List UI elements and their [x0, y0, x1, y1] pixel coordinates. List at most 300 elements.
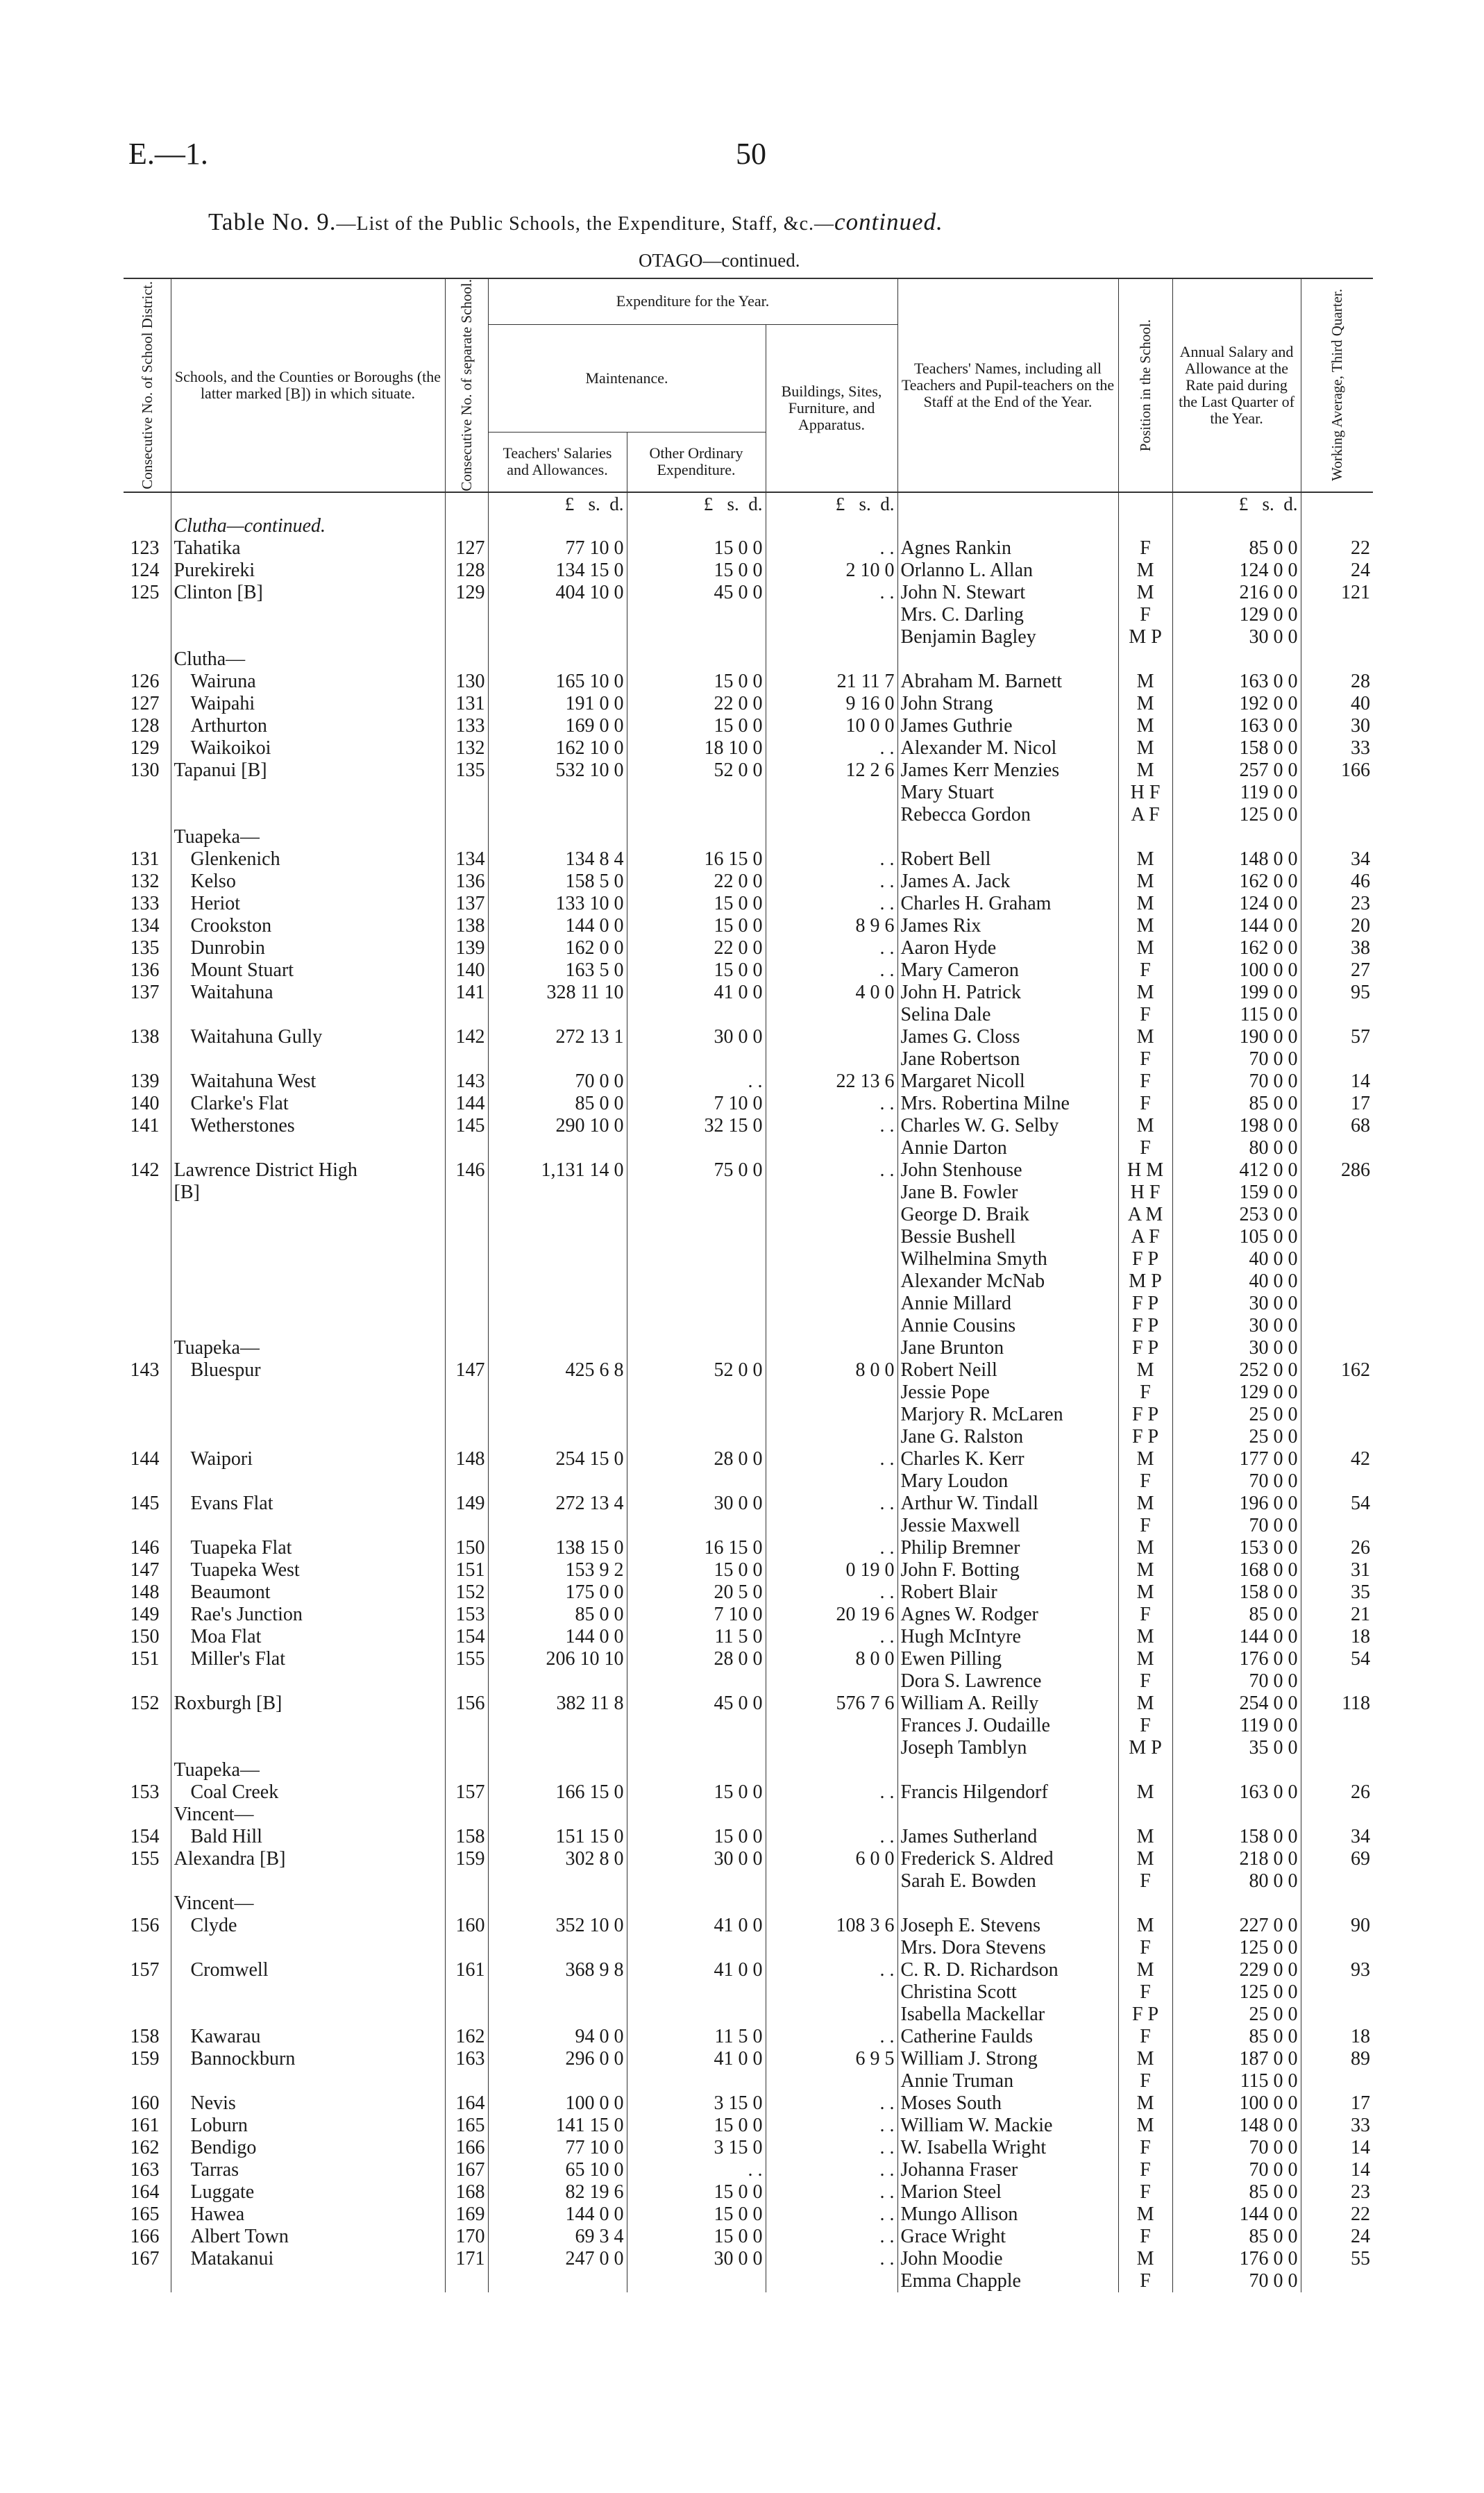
- table-row: [124, 915, 1373, 937]
- salary-value: 253 0 0: [1172, 1204, 1301, 1226]
- teacher-name: Grace Wright: [897, 2226, 1118, 2248]
- salaries-value: 382 11 8: [488, 1693, 627, 1715]
- district-no: [124, 1293, 171, 1315]
- buildings-value: . .: [766, 2181, 897, 2204]
- salary-value: 227 0 0: [1172, 1915, 1301, 1937]
- position-value: F: [1118, 2181, 1172, 2204]
- average-value: [1301, 1293, 1373, 1315]
- school-no: 134: [445, 848, 488, 871]
- buildings-value: [766, 1226, 897, 1248]
- salary-value: 177 0 0: [1172, 1448, 1301, 1470]
- salary-value: 80 0 0: [1172, 1870, 1301, 1892]
- school-name: [171, 1204, 445, 1226]
- teacher-name: Mungo Allison: [897, 2204, 1118, 2226]
- school-no: 157: [445, 1781, 488, 1804]
- district-no: 159: [130, 2047, 160, 2070]
- buildings-value: 20 19 6: [766, 1604, 897, 1626]
- position-value: M: [1118, 2092, 1172, 2115]
- district-no: [124, 1182, 171, 1204]
- school-name: Albert Town: [171, 2226, 445, 2248]
- average-value: [1301, 1337, 1373, 1359]
- other-value: 15 0 0: [627, 893, 766, 915]
- other-value: 22 0 0: [627, 937, 766, 959]
- district-no: [124, 1270, 171, 1293]
- average-value: 23: [1301, 893, 1373, 915]
- salaries-value: 69 3 4: [488, 2226, 627, 2248]
- table-row: [124, 1981, 1373, 2004]
- salaries-value: 94 0 0: [488, 2026, 627, 2048]
- salaries-value: 175 0 0: [488, 1581, 627, 1604]
- position-value: M: [1118, 937, 1172, 959]
- buildings-value: . .: [766, 2204, 897, 2226]
- teacher-name: Wilhelmina Smyth: [897, 1248, 1118, 1270]
- other-value: 18 10 0: [627, 737, 766, 759]
- school-name: [171, 1737, 445, 1759]
- salary-value: [1172, 515, 1301, 537]
- other-value: 15 0 0: [627, 2115, 766, 2137]
- district-no: 155: [130, 1847, 160, 1870]
- position-value: F: [1118, 2226, 1172, 2248]
- salary-value: 257 0 0: [1172, 759, 1301, 782]
- other-value: [627, 1248, 766, 1270]
- average-value: 18: [1301, 1626, 1373, 1648]
- teacher-name: Bessie Bushell: [897, 1226, 1118, 1248]
- district-no: [124, 1870, 171, 1892]
- school-no: 150: [445, 1537, 488, 1559]
- salaries-value: [488, 1182, 627, 1204]
- teacher-name: Jane G. Ralston: [897, 1426, 1118, 1448]
- table-row: [124, 2137, 1373, 2159]
- other-value: 3 15 0: [627, 2092, 766, 2115]
- buildings-value: [766, 1981, 897, 2004]
- school-name: Bald Hill: [171, 1826, 445, 1848]
- position-value: F: [1118, 2159, 1172, 2181]
- teacher-name: James Kerr Menzies: [897, 759, 1118, 782]
- school-name: [171, 1515, 445, 1537]
- district-no: [124, 1382, 171, 1404]
- teacher-name: Annie Cousins: [897, 1315, 1118, 1337]
- salary-value: 70 0 0: [1172, 1515, 1301, 1537]
- teacher-name: John N. Stewart: [897, 582, 1118, 604]
- position-value: M P: [1118, 626, 1172, 648]
- school-no: [445, 1382, 488, 1404]
- school-no: 168: [445, 2181, 488, 2204]
- school-no: 128: [445, 560, 488, 582]
- position-value: F: [1118, 604, 1172, 626]
- salary-value: 168 0 0: [1172, 1559, 1301, 1581]
- other-value: [627, 1737, 766, 1759]
- other-value: 15 0 0: [627, 1826, 766, 1848]
- salaries-value: 1,131 14 0: [488, 1159, 627, 1182]
- district-no: 164: [130, 2181, 160, 2203]
- position-value: M: [1118, 1781, 1172, 1804]
- school-name: Mount Stuart: [171, 959, 445, 982]
- average-value: 162: [1301, 1359, 1373, 1382]
- other-value: 16 15 0: [627, 848, 766, 871]
- teacher-name: John Moodie: [897, 2248, 1118, 2270]
- table-row: [124, 1870, 1373, 1892]
- buildings-value: [766, 1737, 897, 1759]
- buildings-value: . .: [766, 1581, 897, 1604]
- salary-value: 85 0 0: [1172, 2226, 1301, 2248]
- position-value: H F: [1118, 782, 1172, 804]
- salary-value: 229 0 0: [1172, 1959, 1301, 1981]
- school-no: 135: [445, 759, 488, 782]
- table-row: [124, 1959, 1373, 1981]
- other-value: . .: [627, 1071, 766, 1093]
- teacher-name: James Sutherland: [897, 1826, 1118, 1848]
- average-value: [1301, 648, 1373, 671]
- school-name: Miller's Flat: [171, 1648, 445, 1670]
- teacher-name: Mrs. C. Darling: [897, 604, 1118, 626]
- salaries-value: [488, 1248, 627, 1270]
- salary-value: 40 0 0: [1172, 1270, 1301, 1293]
- salary-value: 115 0 0: [1172, 2070, 1301, 2092]
- table-row: [124, 804, 1373, 826]
- teacher-name: Jessie Pope: [897, 1382, 1118, 1404]
- position-value: [1118, 826, 1172, 848]
- table-row: [124, 1915, 1373, 1937]
- school-name: Waitahuna: [171, 982, 445, 1004]
- salary-value: 85 0 0: [1172, 1093, 1301, 1115]
- district-no: 124: [130, 559, 160, 581]
- teacher-name: Mary Cameron: [897, 959, 1118, 982]
- table-body: [124, 492, 1373, 2292]
- other-value: 30 0 0: [627, 2248, 766, 2270]
- table-row: [124, 2159, 1373, 2181]
- table-row: [124, 1626, 1373, 1648]
- table-row: [124, 2004, 1373, 2026]
- position-value: H F: [1118, 1182, 1172, 1204]
- buildings-value: [766, 1315, 897, 1337]
- average-value: 42: [1301, 1448, 1373, 1470]
- school-no: [445, 1248, 488, 1270]
- salary-value: 192 0 0: [1172, 693, 1301, 715]
- district-no: 133: [130, 892, 160, 914]
- salaries-value: 100 0 0: [488, 2092, 627, 2115]
- school-name: Kawarau: [171, 2026, 445, 2048]
- salaries-value: 296 0 0: [488, 2048, 627, 2070]
- other-value: [627, 1048, 766, 1071]
- buildings-value: . .: [766, 1781, 897, 1804]
- school-no: [445, 1048, 488, 1071]
- table-row: [124, 2248, 1373, 2270]
- school-no: 156: [445, 1693, 488, 1715]
- average-value: 166: [1301, 759, 1373, 782]
- other-value: [627, 1182, 766, 1204]
- school-no: 139: [445, 937, 488, 959]
- position-value: M: [1118, 737, 1172, 759]
- other-value: 7 10 0: [627, 1093, 766, 1115]
- buildings-value: [766, 1048, 897, 1071]
- school-name: [B]: [171, 1182, 445, 1204]
- school-name: [171, 1426, 445, 1448]
- table-row: [124, 671, 1373, 693]
- average-value: 30: [1301, 715, 1373, 737]
- teacher-name: Frances J. Oudaille: [897, 1715, 1118, 1737]
- other-value: [627, 2004, 766, 2026]
- other-value: [627, 1892, 766, 1915]
- school-no: 153: [445, 1604, 488, 1626]
- buildings-value: [766, 1337, 897, 1359]
- district-no: 154: [130, 1825, 160, 1847]
- average-value: 24: [1301, 560, 1373, 582]
- col-salaries: Teachers' Salaries and Allowances.: [488, 433, 627, 492]
- school-name: Arthurton: [171, 715, 445, 737]
- school-no: [445, 1981, 488, 2004]
- salaries-value: 404 10 0: [488, 582, 627, 604]
- title-main: —List of the Public Schools, the Expenditure, Staff, &c.—: [336, 213, 835, 235]
- average-value: [1301, 626, 1373, 648]
- district-no: 132: [130, 870, 160, 892]
- table-row: [124, 871, 1373, 893]
- position-value: M: [1118, 1626, 1172, 1648]
- teacher-name: Annie Truman: [897, 2070, 1118, 2092]
- school-name: Tapanui [B]: [171, 759, 445, 782]
- salary-value: 80 0 0: [1172, 1137, 1301, 1159]
- school-no: [445, 1670, 488, 1693]
- other-value: 15 0 0: [627, 1559, 766, 1581]
- salaries-value: 77 10 0: [488, 537, 627, 560]
- salary-value: 162 0 0: [1172, 937, 1301, 959]
- other-value: 20 5 0: [627, 1581, 766, 1604]
- salary-value: 159 0 0: [1172, 1182, 1301, 1204]
- school-name: [171, 1670, 445, 1693]
- salaries-value: 532 10 0: [488, 759, 627, 782]
- col-expenditure: Expenditure for the Year.: [488, 278, 897, 324]
- report-code: E.—1.: [128, 137, 208, 171]
- salary-value: 176 0 0: [1172, 2248, 1301, 2270]
- buildings-value: [766, 648, 897, 671]
- school-no: [445, 2004, 488, 2026]
- other-value: 75 0 0: [627, 1159, 766, 1182]
- salaries-value: [488, 1004, 627, 1026]
- other-value: [627, 648, 766, 671]
- position-value: M: [1118, 2115, 1172, 2137]
- salaries-value: [488, 1470, 627, 1493]
- district-no: [124, 2270, 171, 2292]
- school-name: Tuapeka Flat: [171, 1537, 445, 1559]
- salary-value: 158 0 0: [1172, 1826, 1301, 1848]
- salary-value: 163 0 0: [1172, 671, 1301, 693]
- table-row: [124, 2226, 1373, 2248]
- district-no: 142: [130, 1159, 160, 1181]
- other-value: 52 0 0: [627, 1359, 766, 1382]
- salaries-value: 272 13 1: [488, 1026, 627, 1048]
- teacher-name: Charles H. Graham: [897, 893, 1118, 915]
- salaries-value: 191 0 0: [488, 693, 627, 715]
- salary-value: 252 0 0: [1172, 1359, 1301, 1382]
- district-no: 130: [130, 759, 160, 781]
- teacher-name: Mary Loudon: [897, 1470, 1118, 1493]
- salary-value: 158 0 0: [1172, 1581, 1301, 1604]
- salary-value: 30 0 0: [1172, 1337, 1301, 1359]
- school-no: 130: [445, 671, 488, 693]
- teacher-name: James Guthrie: [897, 715, 1118, 737]
- district-no: [124, 1426, 171, 1448]
- salary-value: 254 0 0: [1172, 1693, 1301, 1715]
- school-name: Waitahuna Gully: [171, 1026, 445, 1048]
- salary-value: 196 0 0: [1172, 1493, 1301, 1515]
- average-value: 121: [1301, 582, 1373, 604]
- teacher-name: Aaron Hyde: [897, 937, 1118, 959]
- teacher-name: Alexander M. Nicol: [897, 737, 1118, 759]
- other-value: [627, 1337, 766, 1359]
- salary-value: 25 0 0: [1172, 1404, 1301, 1426]
- salary-value: 158 0 0: [1172, 737, 1301, 759]
- school-name: Clyde: [171, 1915, 445, 1937]
- school-name: Vincent—: [171, 1892, 445, 1915]
- teacher-name: William A. Reilly: [897, 1693, 1118, 1715]
- average-value: [1301, 1715, 1373, 1737]
- position-value: M: [1118, 1848, 1172, 1870]
- col-school: Schools, and the Counties or Boroughs (the latter marked [B]) in which situate.: [171, 278, 445, 492]
- salary-value: 153 0 0: [1172, 1537, 1301, 1559]
- school-no: [445, 2270, 488, 2292]
- schools-table: [124, 278, 1373, 2292]
- salary-value: 198 0 0: [1172, 1115, 1301, 1137]
- average-value: [1301, 1404, 1373, 1426]
- school-name: [171, 1937, 445, 1959]
- average-value: 40: [1301, 693, 1373, 715]
- district-no: [124, 1315, 171, 1337]
- other-value: [627, 782, 766, 804]
- other-value: [627, 2270, 766, 2292]
- other-value: [627, 1315, 766, 1337]
- table-row: [124, 1559, 1373, 1581]
- salaries-value: [488, 826, 627, 848]
- teacher-name: Dora S. Lawrence: [897, 1670, 1118, 1693]
- salary-value: 187 0 0: [1172, 2048, 1301, 2070]
- average-value: [1301, 2270, 1373, 2292]
- district-no: [124, 1515, 171, 1537]
- salaries-value: 163 5 0: [488, 959, 627, 982]
- school-no: 144: [445, 1093, 488, 1115]
- salary-value: 124 0 0: [1172, 893, 1301, 915]
- school-name: Matakanui: [171, 2248, 445, 2270]
- position-value: F P: [1118, 2004, 1172, 2026]
- teacher-name: Mrs. Robertina Milne: [897, 1093, 1118, 1115]
- buildings-value: 9 16 0: [766, 693, 897, 715]
- other-value: 15 0 0: [627, 2181, 766, 2204]
- salaries-value: 138 15 0: [488, 1537, 627, 1559]
- school-name: [171, 1004, 445, 1026]
- other-value: 45 0 0: [627, 1693, 766, 1715]
- position-value: A F: [1118, 804, 1172, 826]
- buildings-value: . .: [766, 2137, 897, 2159]
- school-name: Beaumont: [171, 1581, 445, 1604]
- school-name: [171, 2270, 445, 2292]
- col-other: Other Ordinary Expenditure.: [627, 433, 766, 492]
- district-no: [124, 1715, 171, 1737]
- salary-value: 70 0 0: [1172, 1071, 1301, 1093]
- buildings-value: [766, 1404, 897, 1426]
- school-name: Purekireki: [171, 560, 445, 582]
- buildings-value: [766, 1426, 897, 1448]
- col-salary: Annual Salary and Allowance at the Rate paid during the Last Quarter of the Year.: [1172, 278, 1301, 492]
- salary-value: [1172, 1804, 1301, 1826]
- position-value: M: [1118, 2248, 1172, 2270]
- district-no: [124, 1892, 171, 1915]
- position-value: F: [1118, 1382, 1172, 1404]
- school-name: Heriot: [171, 893, 445, 915]
- salaries-value: [488, 648, 627, 671]
- buildings-value: . .: [766, 1115, 897, 1137]
- district-no: [124, 826, 171, 848]
- other-value: [627, 2070, 766, 2092]
- school-no: [445, 826, 488, 848]
- district-no: 167: [130, 2247, 160, 2269]
- district-no: [124, 2004, 171, 2026]
- buildings-value: [766, 1137, 897, 1159]
- school-name: [171, 1981, 445, 2004]
- table-row: [124, 604, 1373, 626]
- table-row: [124, 648, 1373, 671]
- school-name: Tuapeka—: [171, 1337, 445, 1359]
- district-no: [124, 1470, 171, 1493]
- salary-value: 115 0 0: [1172, 1004, 1301, 1026]
- salary-value: 176 0 0: [1172, 1648, 1301, 1670]
- salary-value: 125 0 0: [1172, 1937, 1301, 1959]
- average-value: 31: [1301, 1559, 1373, 1581]
- buildings-value: . .: [766, 1159, 897, 1182]
- salary-value: 119 0 0: [1172, 782, 1301, 804]
- salary-value: 70 0 0: [1172, 1048, 1301, 1071]
- position-value: F P: [1118, 1337, 1172, 1359]
- teacher-name: Hugh McIntyre: [897, 1626, 1118, 1648]
- position-value: F P: [1118, 1315, 1172, 1337]
- district-no: [124, 648, 171, 671]
- salaries-value: 254 15 0: [488, 1448, 627, 1470]
- teacher-name: [897, 515, 1118, 537]
- unit-label: £ s. d.: [766, 492, 897, 515]
- salary-value: 70 0 0: [1172, 2137, 1301, 2159]
- school-no: [445, 1470, 488, 1493]
- average-value: 286: [1301, 1159, 1373, 1182]
- salaries-value: [488, 1981, 627, 2004]
- table-row: [124, 1737, 1373, 1759]
- salary-value: 105 0 0: [1172, 1226, 1301, 1248]
- average-value: 57: [1301, 1026, 1373, 1048]
- average-value: [1301, 1737, 1373, 1759]
- col-position: Position in the School.: [1118, 278, 1172, 492]
- school-name: [171, 1470, 445, 1493]
- school-no: 141: [445, 982, 488, 1004]
- teacher-name: Philip Bremner: [897, 1537, 1118, 1559]
- other-value: 15 0 0: [627, 671, 766, 693]
- buildings-value: . .: [766, 1626, 897, 1648]
- school-no: 159: [445, 1848, 488, 1870]
- buildings-value: . .: [766, 737, 897, 759]
- buildings-value: . .: [766, 1959, 897, 1981]
- buildings-value: [766, 1715, 897, 1737]
- salaries-value: [488, 626, 627, 648]
- buildings-value: [766, 826, 897, 848]
- teacher-name: Charles K. Kerr: [897, 1448, 1118, 1470]
- other-value: 7 10 0: [627, 1604, 766, 1626]
- other-value: 3 15 0: [627, 2137, 766, 2159]
- table-row: [124, 1137, 1373, 1159]
- position-value: F: [1118, 959, 1172, 982]
- salaries-value: [488, 515, 627, 537]
- teacher-name: William W. Mackie: [897, 2115, 1118, 2137]
- buildings-value: [766, 1382, 897, 1404]
- position-value: F: [1118, 1048, 1172, 1071]
- district-no: 135: [130, 937, 160, 959]
- salaries-value: 162 10 0: [488, 737, 627, 759]
- buildings-value: [766, 1515, 897, 1537]
- salaries-value: [488, 1226, 627, 1248]
